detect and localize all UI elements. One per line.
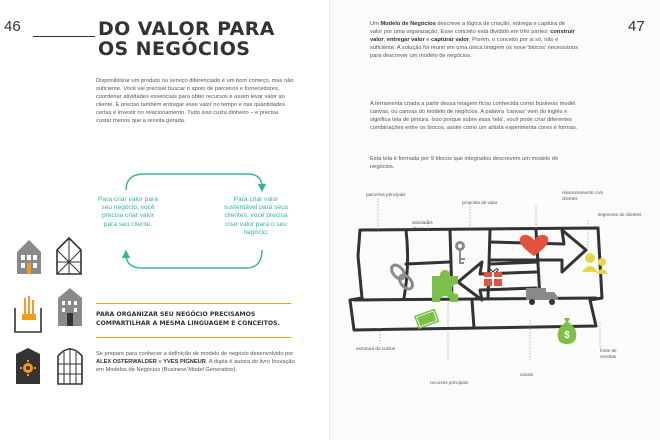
page-number-right: 47	[628, 18, 645, 35]
canvas-divider-7	[354, 298, 596, 300]
p1-b: ,	[383, 37, 387, 43]
page-number: 46	[4, 18, 21, 35]
label-atividades: atividades chave	[412, 220, 433, 231]
greenhouse-building-icon	[56, 344, 84, 386]
label-parcerias: parcerias principais	[366, 192, 406, 197]
lightbulb-building-icon	[12, 294, 44, 334]
blocks-paragraph: Esta tela é formada por 9 blocos que integrados descrevem um modelo de negócios.	[370, 156, 559, 170]
canvas-divider-6	[490, 262, 538, 264]
cycle-left-text: Para criar valor para seu negócio, você precisa criar valor para seu cliente.	[98, 196, 158, 228]
key-icon	[455, 241, 465, 264]
label-relacionamento: relacionamento com clientes	[562, 190, 604, 201]
callout-heading: PARA ORGANIZAR SEU NEGÓCIO PRECISAMOS COMPARTILHAR A MESMA LINGUAGEM E CONCEITOS.	[96, 311, 280, 327]
p1-c: e	[424, 37, 432, 43]
building-icon-1	[14, 238, 44, 276]
building-frame-icon	[54, 236, 84, 276]
label-recursos: recursos principais	[430, 380, 469, 385]
author-1: ALEX OSTERWALDER	[96, 359, 157, 365]
locked-building-icon	[56, 286, 84, 328]
chain-icon	[389, 263, 415, 292]
puzzle-icon	[432, 270, 458, 302]
gift-icon	[484, 269, 502, 286]
p1-capturar: capturar valor	[431, 37, 469, 43]
closing-part-1: Se prepare para conhecer a definição de modelo de negócio desenvolvido por	[96, 351, 294, 357]
svg-text:$: $	[564, 330, 570, 341]
cycle-right-text: Para criar valor sustentável para seus clientes, você precisa criar valor para o seu negócio.	[223, 196, 289, 236]
title-rule	[33, 36, 95, 37]
canvas-paragraph: A ferramenta criada a partir dessa imagem ficou conhecida como business model canvas, ou canvas do modelo de negócios. A palavra 'canvas' vem do inglês e significa tela de pintura. Isso porque sobre essa 'tela', você pode criar diferentes combinações entre os blocos, assim como um artista experimenta cores e formas.	[370, 101, 578, 131]
truck-icon	[526, 288, 558, 305]
closing-paragraph	[96, 350, 296, 374]
canvas-divider-5	[406, 262, 450, 264]
p1-term: Modelo de Negócios	[380, 21, 436, 27]
label-canais: canais	[520, 372, 534, 377]
label-fontes: fonte de receitas	[600, 348, 617, 359]
money-bag-icon	[558, 318, 577, 344]
p1-d: . Porém, o conceito por si só, não é suficiente. A solução foi reunir em uma única imagem os nove 'blocos' necessários para descrever um modelo de negócios.	[370, 37, 578, 59]
intro-paragraph: Disponibilizar um produto ou serviço diferenciado é um bom começo, mas não suficiente. Você vai precisar buscar o apoio de parceiros e fornecedores, coordenar atividades essenciais para obter recursos e assim levar valor ao cliente. É preciso também entregar esse valor no tempo e nas quantidades certas e investir no relacionamento. Tudo isso custa dinheiro – e precisa custar menos que a receita gerada.	[96, 78, 294, 124]
p1-a: descreve a lógica de criação, entrega e captura de valor por uma organização. Esse conceito está dividido em três partes:	[370, 21, 566, 35]
p1-criar: construir valor	[370, 29, 575, 43]
p1-entregar: entregar valor	[386, 37, 425, 43]
business-model-canvas-sketch	[340, 190, 625, 360]
canvas-divider-8	[472, 300, 474, 328]
cycle-arrow-bottom	[126, 250, 262, 268]
cycle-arrow-top	[126, 174, 262, 190]
page-title	[98, 19, 275, 59]
callout-top-rule	[96, 303, 291, 304]
author-2: YVES PIGNEUR	[163, 359, 206, 365]
title-line-1: DO VALOR PARA	[98, 18, 275, 40]
cash-icon	[414, 308, 439, 329]
closing-and: e	[156, 359, 164, 365]
label-proposta: proposta de valor	[462, 200, 498, 205]
heart-icon	[520, 235, 549, 256]
gear-building-icon	[14, 346, 42, 386]
p1-lead: Um	[370, 21, 381, 27]
people-icon	[582, 253, 608, 274]
label-segmento: segmento de clientes	[598, 212, 642, 217]
title-line-2: OS NEGÓCIOS	[98, 38, 251, 60]
closing-part-2: . A dupla é autora do livro Inovação em Modelos de Negócios (Business Model Generation).	[96, 359, 295, 373]
label-estrutura: estrutura de custos	[356, 346, 396, 351]
definition-paragraph	[370, 20, 578, 60]
callout-bottom-rule	[96, 337, 291, 338]
